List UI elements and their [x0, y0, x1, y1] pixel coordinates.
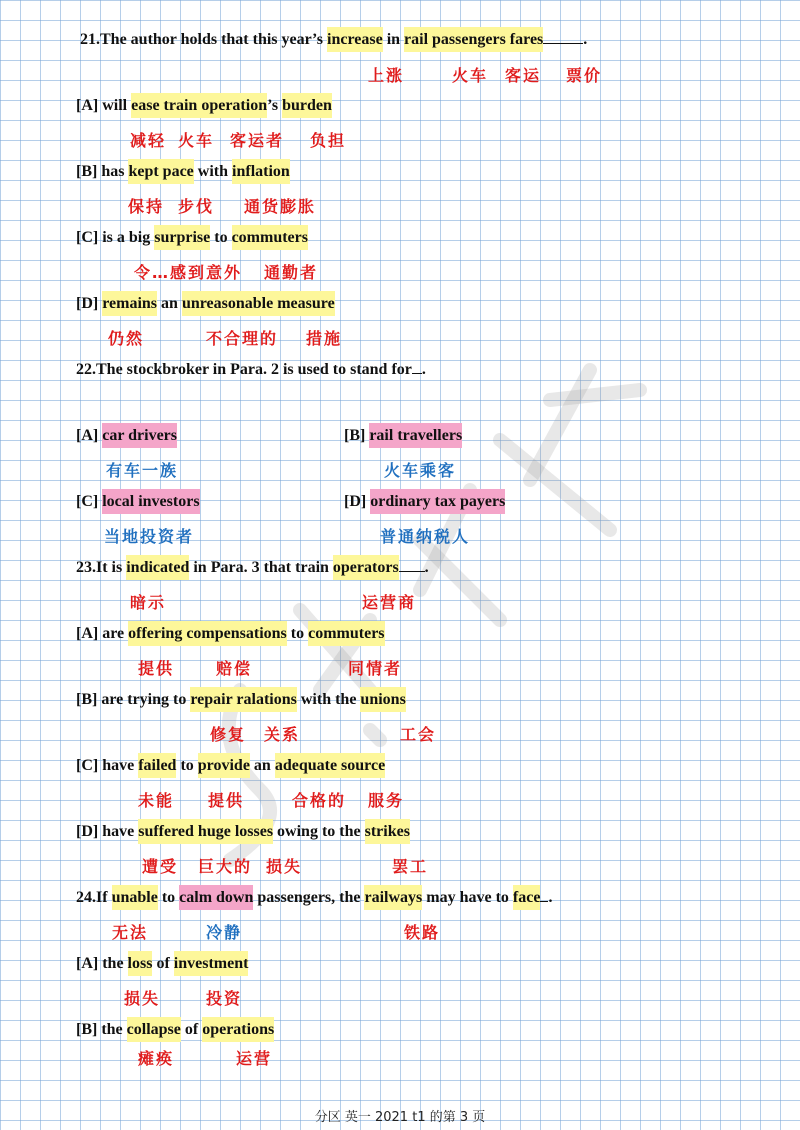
question-23-stem: 23.It is indicated in Para. 3 that train operators .: [76, 557, 429, 579]
q21-stem-note-1: 上涨: [368, 66, 405, 85]
page-footer: 分区 英一 2021 t1 的第 3 页: [314, 1110, 486, 1125]
q24-stem-note-3: 铁路: [404, 923, 441, 942]
q21-stem-note-3: 客运: [505, 66, 542, 85]
q23-d-note-4: 罢工: [392, 857, 429, 876]
q21-stem-note-4: 票价: [566, 66, 603, 85]
q23-b-note-3: 工会: [400, 725, 437, 744]
q23-b-note-2: 关系: [264, 725, 301, 744]
q23-stem-note-1: 暗示: [130, 593, 167, 612]
q21-d-note-3: 措施: [306, 329, 343, 348]
q24-stem-note-2: 冷静: [206, 923, 243, 942]
q24-b-note-1: 瘫痪: [138, 1049, 175, 1068]
question-21-stem: 21.The author holds that this year’s increase in rail passengers fares .: [80, 29, 587, 51]
question-22-stem: 22.The stockbroker in Para. 2 is used to stand for .: [76, 361, 426, 378]
q24-a-note-2: 投资: [206, 989, 243, 1008]
q23-stem-note-2: 运营商: [362, 593, 417, 612]
q21-a-note-4: 负担: [310, 131, 347, 150]
q24-a-note-1: 损失: [124, 989, 161, 1008]
q24-option-b: [B] the collapse of operations: [76, 1019, 274, 1041]
q21-option-a: [A] will ease train operation’s burden: [76, 95, 332, 117]
q23-d-note-2: 巨大的: [198, 857, 253, 876]
q22-b-note: 火车乘客: [384, 461, 457, 480]
q23-option-c: [C] have failed to provide an adequate source: [76, 755, 385, 777]
q21-c-note-1: 令…感到意外: [134, 263, 243, 282]
q23-option-b: [B] are trying to repair ralations with the unions: [76, 689, 406, 711]
q21-b-note-2: 步伐: [178, 197, 215, 216]
q23-option-a: [A] are offering compensations to commuters: [76, 623, 385, 645]
q23-b-note-1: 修复: [210, 725, 247, 744]
q24-stem-note-1: 无法: [112, 923, 149, 942]
q22-a-note: 有车一族: [106, 461, 179, 480]
q22-d-note: 普通纳税人: [380, 527, 471, 546]
q21-stem-note-2: 火车: [452, 66, 489, 85]
q21-option-d: [D] remains an unreasonable measure: [76, 293, 335, 315]
q23-a-note-1: 提供: [138, 659, 175, 678]
q21-d-note-2: 不合理的: [206, 329, 279, 348]
q21-c-note-2: 通勤者: [264, 263, 319, 282]
q23-c-note-4: 服务: [368, 791, 405, 810]
q21-b-note-1: 保持: [128, 197, 165, 216]
q21-a-note-1: 减轻: [130, 131, 167, 150]
q22-option-c: [C] local investors: [76, 491, 200, 513]
q21-a-note-3: 客运者: [230, 131, 285, 150]
q22-option-a: [A] car drivers: [76, 425, 177, 447]
q23-a-note-3: 同情者: [348, 659, 403, 678]
q23-a-note-2: 赔偿: [216, 659, 253, 678]
q24-b-note-2: 运营: [236, 1049, 273, 1068]
q21-d-note-1: 仍然: [108, 329, 145, 348]
question-24-stem: 24.If unable to calm down passengers, the railways may have to face .: [76, 887, 552, 909]
q21-option-b: [B] has kept pace with inflation: [76, 161, 290, 183]
q24-option-a: [A] the loss of investment: [76, 953, 248, 975]
q23-c-note-2: 提供: [208, 791, 245, 810]
q22-c-note: 当地投资者: [104, 527, 195, 546]
q23-c-note-1: 未能: [138, 791, 175, 810]
q23-option-d: [D] have suffered huge losses owing to the strikes: [76, 821, 410, 843]
q23-d-note-3: 损失: [266, 857, 303, 876]
q23-d-note-1: 遭受: [142, 857, 179, 876]
q22-option-d: [D] ordinary tax payers: [344, 491, 505, 513]
q23-c-note-3: 合格的: [292, 791, 347, 810]
q21-option-c: [C] is a big surprise to commuters: [76, 227, 308, 249]
q21-a-note-2: 火车: [178, 131, 215, 150]
q22-option-b: [B] rail travellers: [344, 425, 462, 447]
q21-b-note-3: 通货膨胀: [244, 197, 317, 216]
